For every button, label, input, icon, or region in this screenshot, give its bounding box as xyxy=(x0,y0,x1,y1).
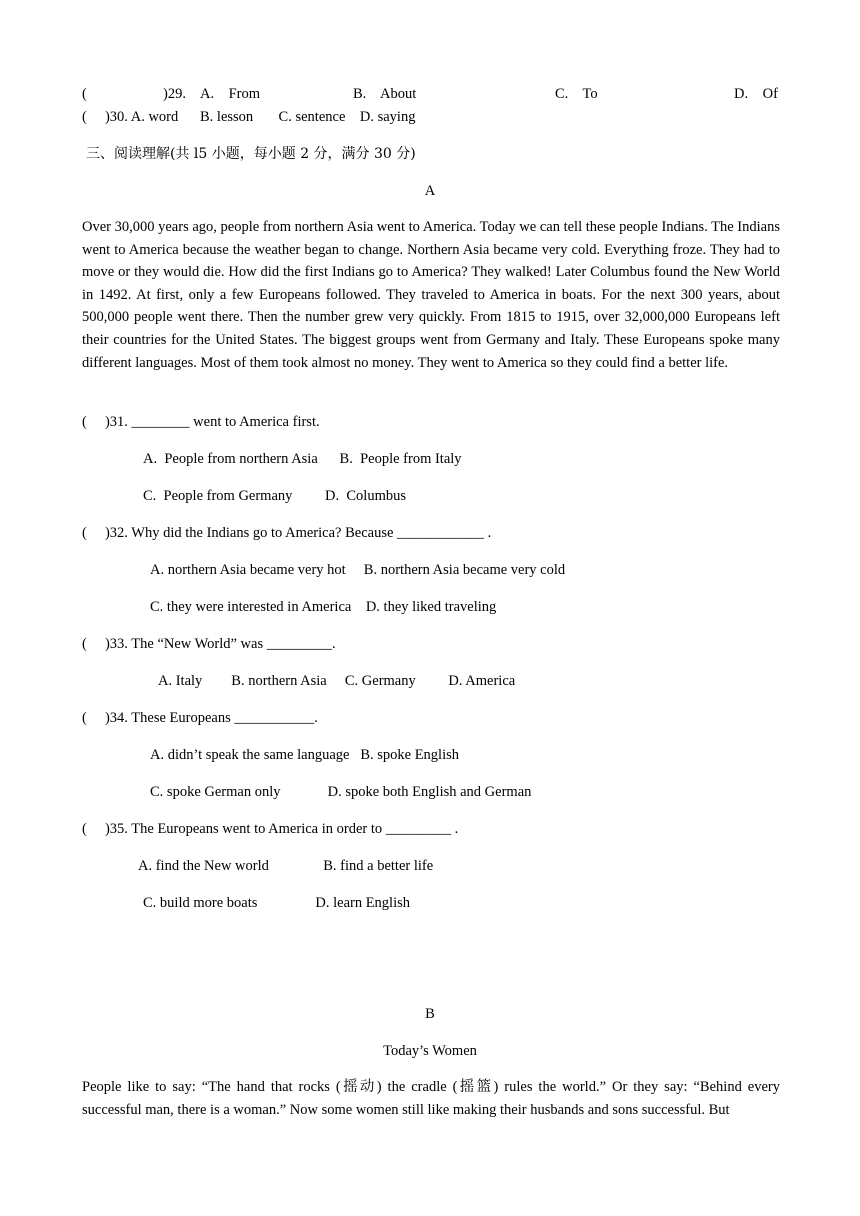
q29-option-c: C. To xyxy=(555,86,598,102)
q29-option-a: A. From xyxy=(200,86,261,102)
q35-options-ab: A. find the New world B. find a better life xyxy=(138,858,434,874)
q35-stem: ( )35. The Europeans went to America in order to _________ . xyxy=(82,821,459,837)
q33-stem: ( )33. The “New World” was _________. xyxy=(82,636,336,652)
q30-line: ( )30. A. word B. lesson C. sentence D. saying xyxy=(82,109,416,125)
q32-options-ab: A. northern Asia became very hot B. northern Asia became very cold xyxy=(150,562,566,578)
q31-stem: ( )31. ________ went to America first. xyxy=(82,414,320,430)
q29-option-d: D. Of xyxy=(734,86,778,102)
passage-a-label: A xyxy=(424,183,436,199)
passage-a-text: Over 30,000 years ago, people from northern Asia went to America. Today we can tell these people Indians. The Indians went to America because the weather began to change. Northern Asia became very cold. Everything froze. They had to move or they would die. How did the first Indians go to America? They walked! Later Columbus found the New World in 1492. At first, only a few Europeans followed. They traveled to America in boats. For the next 300 years, about 500,000 people went there. Then the number grew very quickly. From 1815 to 1915, over 32,000,000 Europeans left their countries for the United States. The biggest groups went from Germany and Italy. These Europeans spoke many different languages. Most of them took almost no money. They went to America so they could find a better life. xyxy=(82,219,780,371)
q29-number: )29. xyxy=(163,86,186,102)
passage-b-title: Today’s Women xyxy=(383,1043,477,1059)
passage-b-label: B xyxy=(425,1006,435,1022)
q35-options-cd: C. build more boats D. learn English xyxy=(143,895,411,911)
passage-b-text: People like to say: “The hand that rocks (摇动) the cradle (摇篮) rules the world.” Or they say: “Behind every successful man, there is a woman.” Now some women still like making their husbands and sons successful. But xyxy=(82,1079,780,1118)
q33-options: A. Italy B. northern Asia C. Germany D. America xyxy=(158,673,516,689)
section-heading: 三、阅读理解(共 l5 小题，每小题 2 分，满分 30 分) xyxy=(86,146,416,162)
q32-stem: ( )32. Why did the Indians go to America? Because ____________ . xyxy=(82,525,492,541)
q34-options-ab: A. didn’t speak the same language B. spoke English xyxy=(150,747,460,763)
q31-options-cd: C. People from Germany D. Columbus xyxy=(143,488,406,504)
q29-paren: ( xyxy=(82,86,87,102)
q32-options-cd: C. they were interested in America D. they liked traveling xyxy=(150,599,497,615)
q31-options-ab: A. People from northern Asia B. People from Italy xyxy=(143,451,462,467)
q34-stem: ( )34. These Europeans ___________. xyxy=(82,710,318,726)
q29-option-b: B. About xyxy=(353,86,417,102)
q34-options-cd: C. spoke German only D. spoke both English and German xyxy=(150,784,532,800)
